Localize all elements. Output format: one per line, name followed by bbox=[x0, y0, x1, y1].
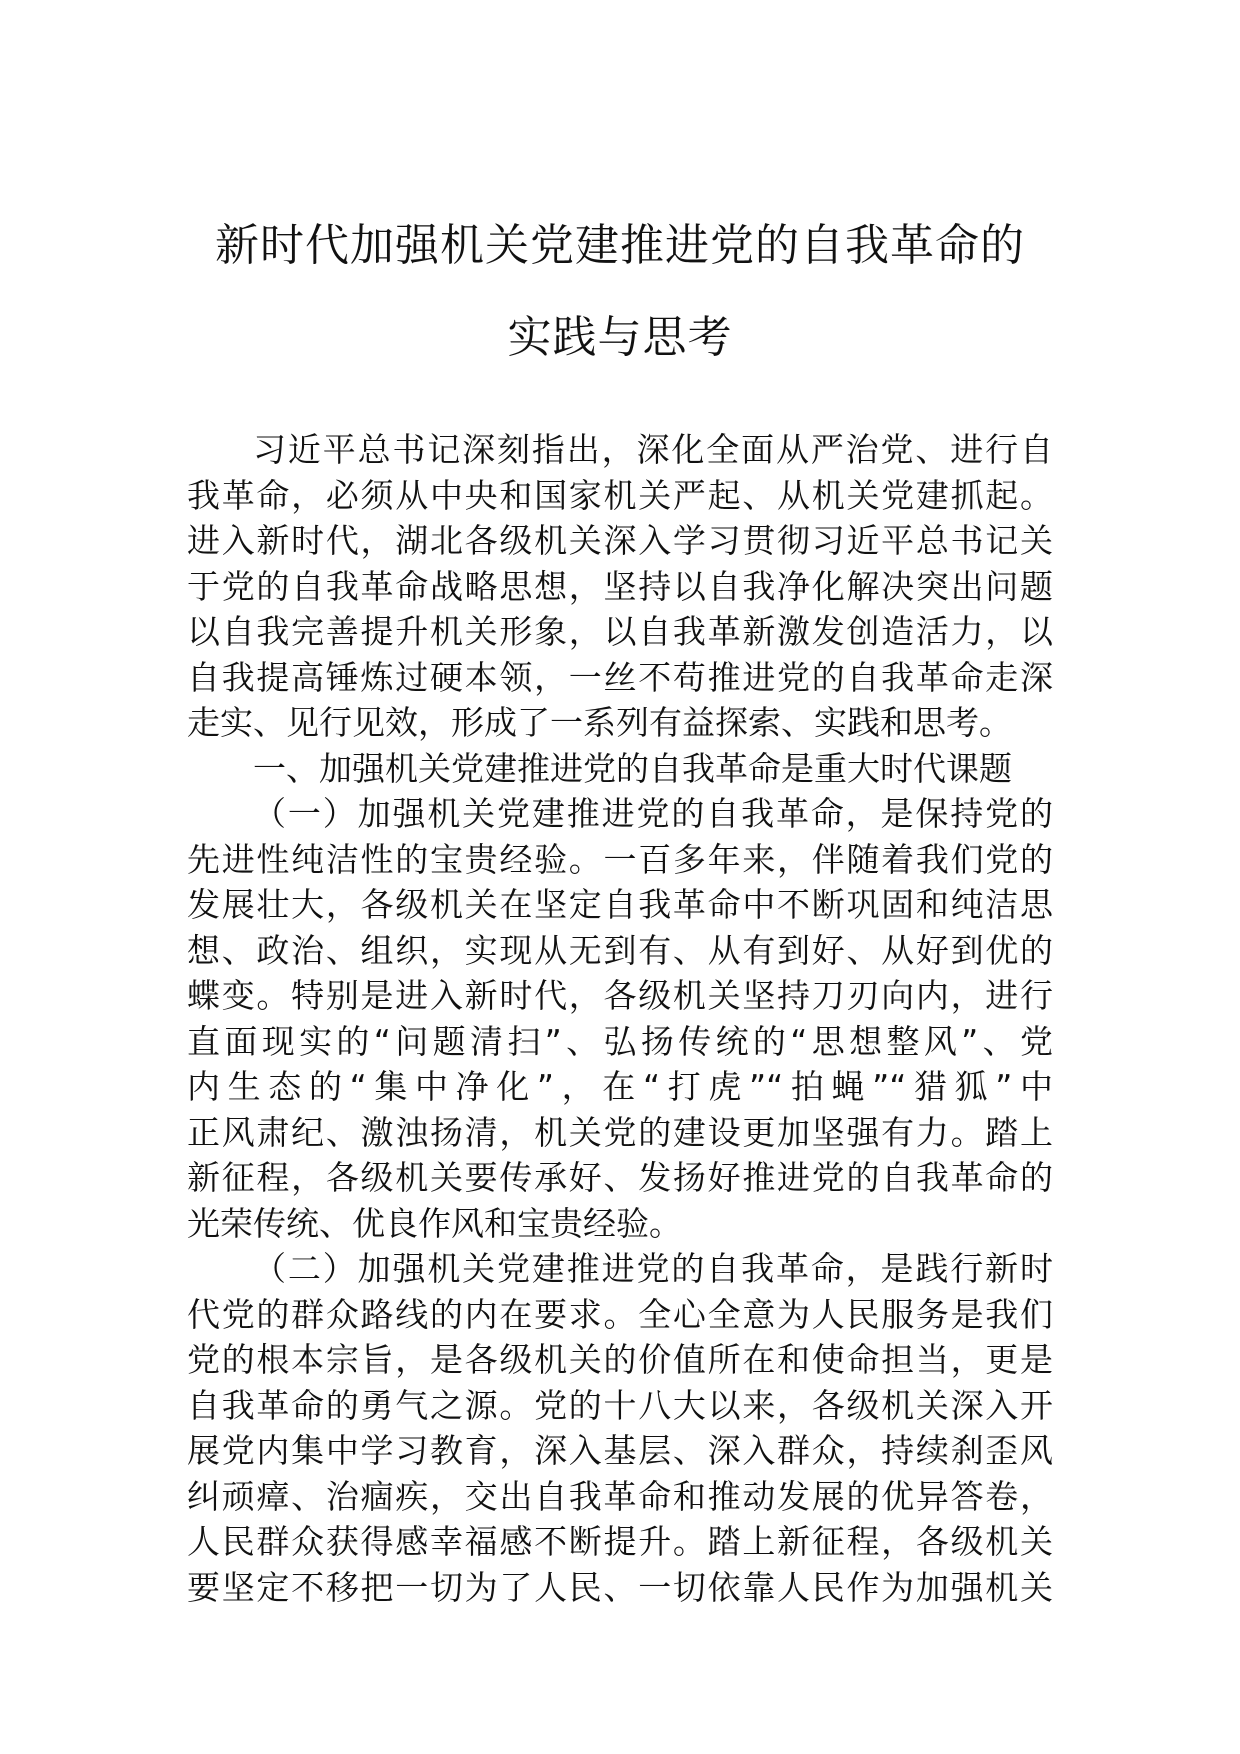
paragraph-line: 直面现实的“问题清扫”、弘扬传统的“思想整风”、党 bbox=[187, 1021, 1053, 1061]
paragraph-line: 要坚定不移把一切为了人民、一切依靠人民作为加强机关 bbox=[187, 1567, 1053, 1607]
paragraph-line: 代党的群众路线的内在要求。全心全意为人民服务是我们 bbox=[187, 1294, 1053, 1334]
paragraph-line: 展党内集中学习教育，深入基层、深入群众，持续刹歪风 bbox=[187, 1431, 1053, 1470]
paragraph-line: 光荣传统、优良作风和宝贵经验。 bbox=[187, 1203, 682, 1243]
section-heading: 一、加强机关党建推进党的自我革命是重大时代课题 bbox=[253, 748, 1012, 788]
paragraph-line: 以自我完善提升机关形象，以自我革新激发创造活力，以 bbox=[187, 612, 1053, 651]
paragraph-line: 想、政治、组织，实现从无到有、从有到好、从好到优的 bbox=[187, 930, 1053, 970]
paragraph-line: 纠顽瘴、治痼疾，交出自我革命和推动发展的优异答卷， bbox=[187, 1476, 1053, 1516]
paragraph-line: 自我革命的勇气之源。党的十八大以来，各级机关深入开 bbox=[187, 1385, 1053, 1425]
document-body bbox=[187, 427, 1053, 1610]
paragraph-line: 正风肃纪、激浊扬清，机关党的建设更加坚强有力。踏上 bbox=[187, 1112, 1053, 1152]
paragraph-line: 于党的自我革命战略思想，坚持以自我净化解决突出问题 bbox=[187, 566, 1053, 606]
paragraph-line: 进入新时代，湖北各级机关深入学习贯彻习近平总书记关 bbox=[187, 521, 1053, 560]
paragraph-line: 党的根本宗旨，是各级机关的价值所在和使命担当，更是 bbox=[187, 1340, 1053, 1379]
paragraph-line: 新征程，各级机关要传承好、发扬好推进党的自我革命的 bbox=[187, 1158, 1053, 1197]
paragraph-line: 我革命，必须从中央和国家机关严起、从机关党建抓起。 bbox=[187, 475, 1053, 515]
paragraph-line: 习近平总书记深刻指出，深化全面从严治党、进行自 bbox=[253, 430, 1053, 469]
paragraph-line: 蝶变。特别是进入新时代，各级机关坚持刀刃向内，进行 bbox=[187, 976, 1053, 1015]
document-title-line-2: 实践与思考 bbox=[507, 312, 733, 363]
paragraph-line: （一）加强机关党建推进党的自我革命，是保持党的 bbox=[253, 794, 1053, 833]
paragraph-line: 自我提高锤炼过硬本领，一丝不苟推进党的自我革命走深 bbox=[187, 657, 1053, 697]
paragraph-line: 发展壮大，各级机关在坚定自我革命中不断巩固和纯洁思 bbox=[187, 885, 1053, 924]
paragraph-line: 人民群众获得感幸福感不断提升。踏上新征程，各级机关 bbox=[187, 1522, 1053, 1561]
document-title-line-1: 新时代加强机关党建推进党的自我革命的 bbox=[215, 220, 1025, 271]
paragraph-line: 先进性纯洁性的宝贵经验。一百多年来，伴随着我们党的 bbox=[187, 839, 1053, 879]
paragraph-line: （二）加强机关党建推进党的自我革命，是践行新时 bbox=[253, 1249, 1053, 1288]
paragraph-line: 走实、见行见效，形成了一系列有益探索、实践和思考。 bbox=[187, 703, 1012, 742]
paragraph-line: 内生态的“集中净化”，在“打虎”“拍蝇”“猎狐”中 bbox=[187, 1067, 1053, 1106]
